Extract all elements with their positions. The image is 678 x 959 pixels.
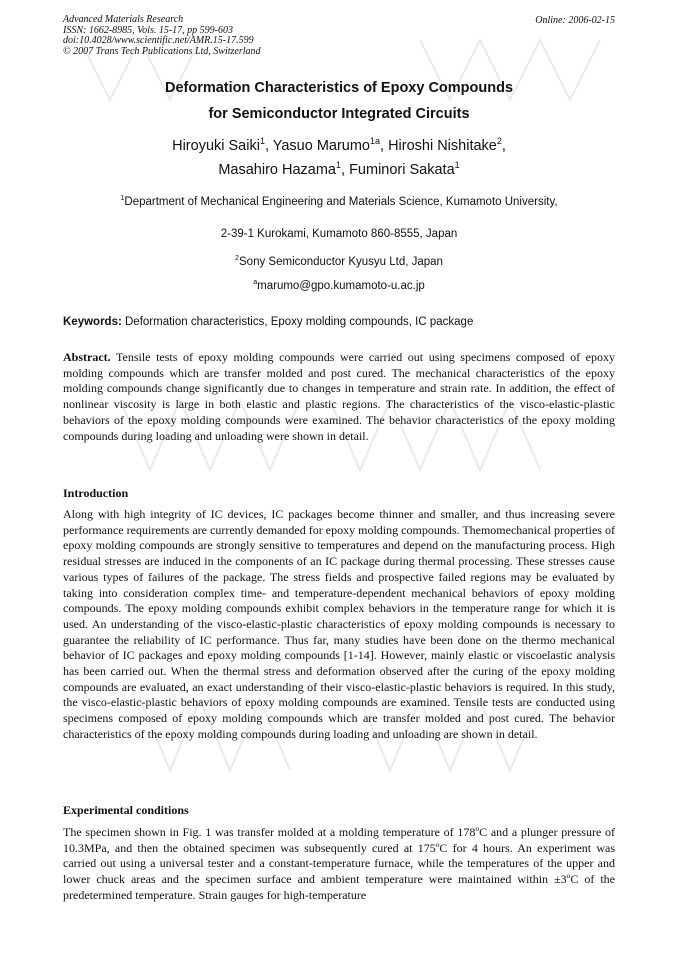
author-affil-sup: 1 bbox=[336, 160, 342, 171]
author: Yasuo Marumo bbox=[272, 138, 370, 154]
doi-line: doi:10.4028/www.scientific.net/AMR.15-17.599 bbox=[63, 35, 254, 46]
copyright-line: © 2007 Trans Tech Publications Ltd, Switzerland bbox=[63, 45, 261, 57]
author-affil-sup: 1a bbox=[370, 136, 380, 147]
author-separator: , bbox=[341, 162, 350, 178]
keywords bbox=[63, 316, 473, 328]
authors-line-1 bbox=[0, 138, 678, 154]
affiliation-1-address: 2-39-1 Kurokami, Kumamoto 860-8555, Japan bbox=[220, 228, 458, 240]
degree-sup: o bbox=[566, 871, 571, 881]
author-affil-sup: 1 bbox=[454, 160, 460, 171]
author: Masahiro Hazama bbox=[218, 162, 337, 178]
email-sup: a bbox=[253, 278, 258, 287]
degree-sup: o bbox=[435, 839, 440, 849]
title-line-1: Deformation Characteristics of Epoxy Compounds bbox=[164, 80, 514, 96]
authors-line-2 bbox=[0, 162, 678, 178]
corresponding-email bbox=[0, 280, 678, 292]
abstract bbox=[63, 350, 615, 444]
affiliation-text: Department of Mechanical Engineering and Materials Science, Kumamoto University, bbox=[124, 196, 558, 208]
experimental-text-part: C and a plunger pressure of 10.3MPa, and then the obtained specimen was subsequently cured at 175 bbox=[63, 825, 616, 855]
affiliation-1 bbox=[0, 196, 678, 208]
author: Fuminori Sakata bbox=[349, 162, 455, 178]
affiliation-sup: 1 bbox=[120, 194, 125, 203]
introduction-heading: Introduction bbox=[63, 486, 129, 500]
affiliation-text: Sony Semiconductor Kyusyu Ltd, Japan bbox=[239, 256, 443, 268]
journal-header bbox=[63, 15, 261, 57]
journal-name: Advanced Materials Research bbox=[63, 14, 184, 25]
experimental-text-part: C for 4 hours. An experiment was carried out using a universal tester and a constant-temperature furnace, while the temperatures of the upper and lower chuck areas and the specimen surface and ambient temperature were maintained within ±3 bbox=[63, 840, 615, 887]
introduction-text: Along with high integrity of IC devices, IC packages become thinner and smaller, and thus increasing severe performance requirements are currently demanded for epoxy molding compounds. Themomechanical properties of epoxy molding compounds are strongly sensitive to temperatures and depend on the manufacturing process. High residual stresses are induced in the components of an IC package during thermal processing. These stresses cause various types of failures of the package. The stress fields and prospective failed regions may be evaluated by taking into consideration complex time- and temperature-dependent mechanical behaviors of epoxy molding compounds. The epoxy molding compounds exhibit complex behaviors in the temperature range for which it is used. An understanding of the visco-elastic-plastic characteristics of epoxy molding compounds is necessary to guarantee the reliability of IC performance. Thus far, many studies have been done on the thermo mechanical behavior of IC packages and epoxy molding compounds [1-14]. However, mainly elastic or viscoelastic analysis has been carried out. When the thermal stress and deformation observed after the curing of the epoxy molding compounds are evaluated, an exact understanding of their visco-elastic-plastic behaviors is required. In this study, the visco-elastic-plastic behaviors of epoxy molding compounds are examined. Tensile tests are conducted using specimens composed of epoxy molding compounds which are transfer molded and post cured. The behavior characteristics of the epoxy molding compounds during loading and unloading are shown in detail. bbox=[63, 507, 615, 741]
online-date: Online: 2006-02-15 bbox=[535, 15, 615, 26]
title-line-2: for Semiconductor Integrated Circuits bbox=[208, 106, 470, 122]
email-text: marumo@gpo.kumamoto-u.ac.jp bbox=[257, 280, 425, 292]
author: Hiroyuki Saiki bbox=[172, 138, 260, 154]
author-separator: , bbox=[501, 138, 506, 154]
author-affil-sup: 1 bbox=[259, 136, 265, 147]
abstract-text: Tensile tests of epoxy molding compounds were carried out using specimens composed of epoxy molding compounds which are transfer molded and post cured. The mechanical characteristics of the epoxy molding compounds change significantly due to changes in temperature and strain rate. In addition, the effect of nonlinear viscosity is large in both elastic and plastic regions. The characteristics of the visco-elastic-plastic behaviors of the epoxy molding compounds were examined. The behavior characteristics of the epoxy molding compounds during loading and unloading were shown in detail. bbox=[63, 350, 615, 443]
author-separator: , bbox=[380, 138, 389, 154]
keywords-label: Keywords: bbox=[63, 316, 122, 328]
author: Hiroshi Nishitake bbox=[388, 138, 497, 154]
abstract-label: Abstract. bbox=[63, 350, 111, 364]
author-affil-sup: 2 bbox=[496, 136, 502, 147]
experimental-heading: Experimental conditions bbox=[63, 803, 189, 817]
degree-sup: o bbox=[475, 824, 480, 833]
experimental-text bbox=[63, 825, 615, 904]
experimental-text-part: The specimen shown in Fig. 1 was transfer molded at a molding temperature of 178 bbox=[63, 825, 476, 839]
affiliation-sup: 2 bbox=[235, 254, 240, 263]
keywords-text: Deformation characteristics, Epoxy molding compounds, IC package bbox=[121, 316, 474, 328]
issn-line: ISSN: 1662-8985, Vols. 15-17, pp 599-603 bbox=[63, 24, 233, 36]
experimental-text-part: C of the predetermined temperature. Strain gauges for high-temperature bbox=[63, 872, 615, 902]
author-separator: , bbox=[264, 138, 273, 154]
affiliation-2 bbox=[0, 256, 678, 268]
